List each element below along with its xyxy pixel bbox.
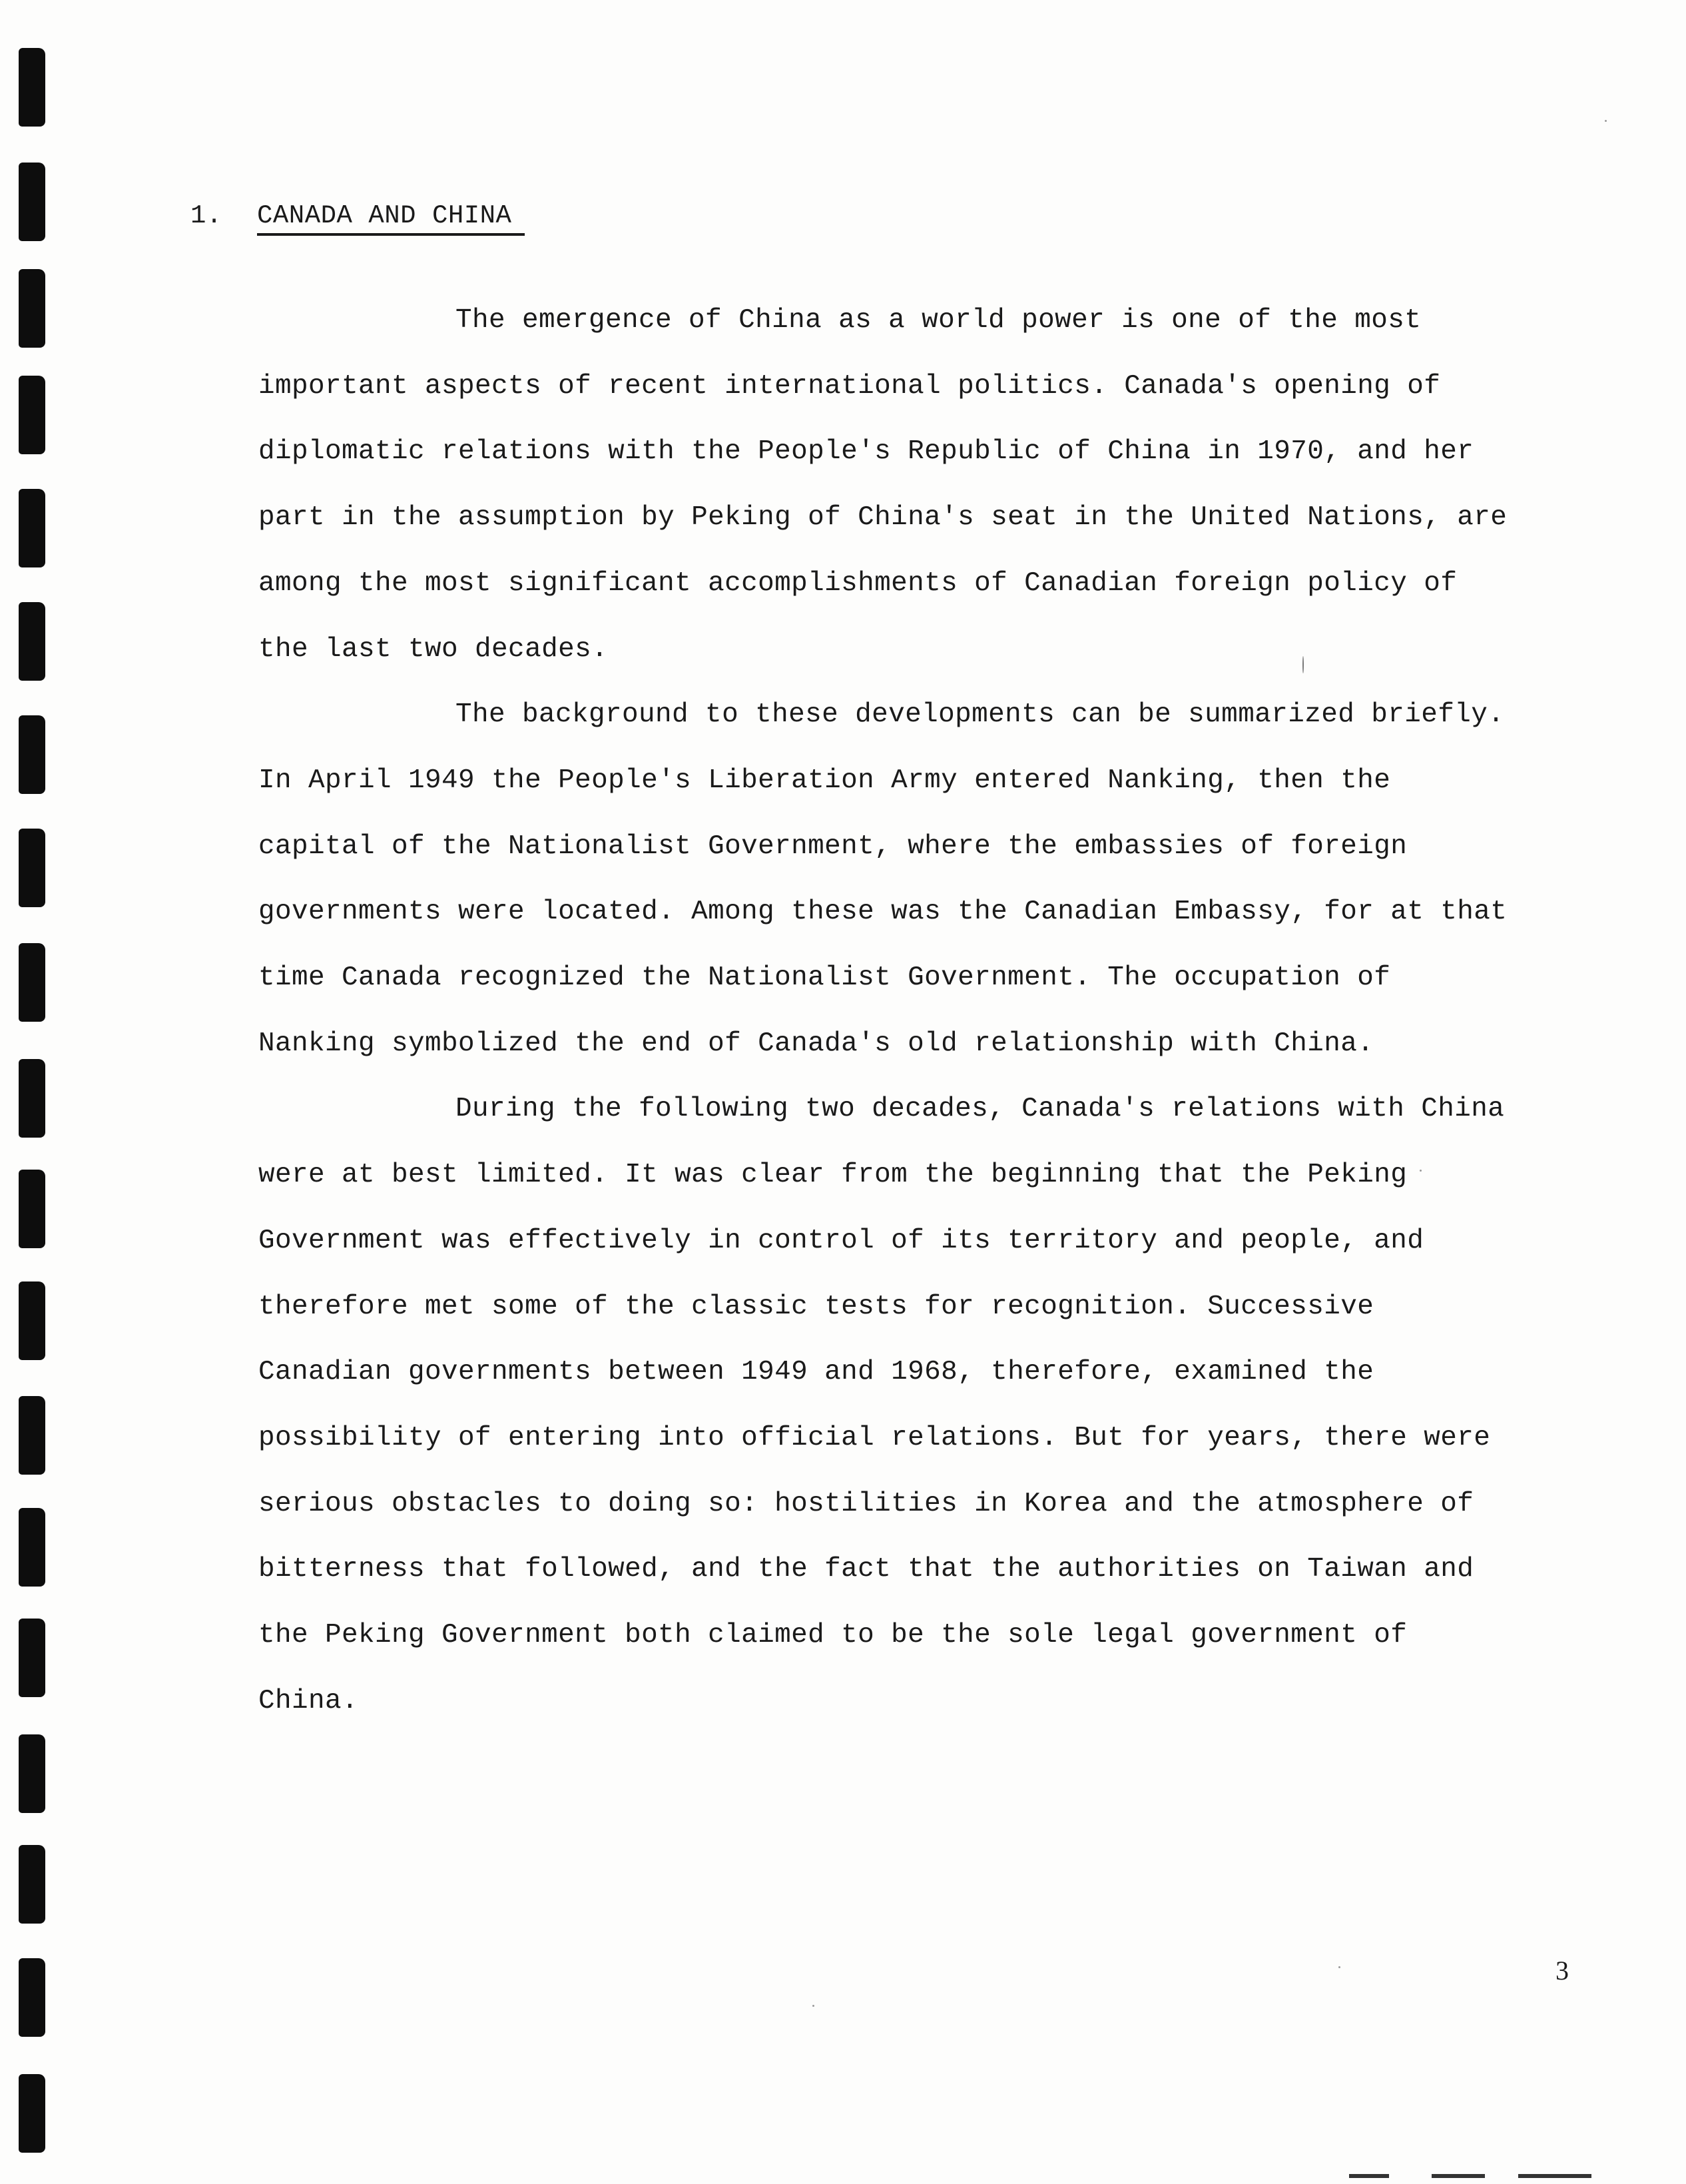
binder-punch-mark: [19, 489, 45, 567]
bottom-edge-mark: [1432, 2174, 1485, 2178]
binder-punch-mark: [19, 2074, 45, 2153]
paragraph: The emergence of China as a world power is one of the most important aspects of recent international politics. Canada's opening of diplomatic relations with the People's Republic of China in 1970, and her part in the assumption by Peking of China's seat in the United Nations, are among the most significant accomplishments of Canadian foreign policy of the last two decades.: [258, 305, 1508, 665]
binder-punch-mark: [19, 715, 45, 794]
body-text: [258, 288, 1510, 1734]
binder-punch-mark: [19, 376, 45, 454]
binder-punch-mark: [19, 1281, 45, 1360]
binder-punch-mark: [19, 829, 45, 907]
paragraph: The background to these developments can be summarized briefly. In April 1949 the People's Liberation Army entered Nanking, then the capital of the Nationalist Government, where the embassies of foreign governments were located. Among these was the Canadian Embassy, for at that time Canada recognized the Nationalist Government. The occupation of Nanking symbolized the end of Canada's old relationship with China.: [258, 699, 1508, 1059]
binder-punch-mark: [19, 48, 45, 127]
bottom-edge-mark: [1518, 2174, 1591, 2178]
binder-punch-mark: [19, 163, 45, 241]
binder-punch-mark: [19, 1734, 45, 1813]
bottom-edge-mark: [1349, 2174, 1389, 2178]
scan-speck: [1302, 656, 1304, 673]
scan-speck: [812, 2005, 814, 2007]
binder-punch-mark: [19, 1508, 45, 1587]
binder-punch-mark: [19, 943, 45, 1022]
binder-punch-mark: [19, 1170, 45, 1248]
binder-punch-mark: [19, 1619, 45, 1697]
binder-punch-mark: [19, 1396, 45, 1475]
page-number: 3: [1555, 1956, 1569, 1986]
scan-speck: [1605, 120, 1607, 122]
binder-punch-mark: [19, 269, 45, 348]
section-title: CANADA AND CHINA: [257, 201, 525, 236]
binder-punch-mark: [19, 1845, 45, 1924]
paragraph: During the following two decades, Canada's relations with China were at best limited. It was clear from the beginning that the Peking Government was effectively in control of its territory and people, and therefore met some of the classic tests for recognition. Successive Canadian governments between 1949 and 1968, therefore, examined the possibility of entering into official relations. But for years, there were serious obstacles to doing so: hostilities in Korea and the atmosphere of bitterness that followed, and the fact that the authorities on Taiwan and the Peking Government both claimed to be the sole legal government of China.: [258, 1094, 1505, 1716]
binder-punch-mark: [19, 602, 45, 681]
binder-punch-mark: [19, 1059, 45, 1138]
section-number: 1.: [190, 201, 222, 230]
scan-speck: [1420, 1170, 1422, 1172]
binder-punch-mark: [19, 1958, 45, 2037]
section-heading: [190, 201, 512, 318]
scan-speck: [1338, 1966, 1340, 1968]
